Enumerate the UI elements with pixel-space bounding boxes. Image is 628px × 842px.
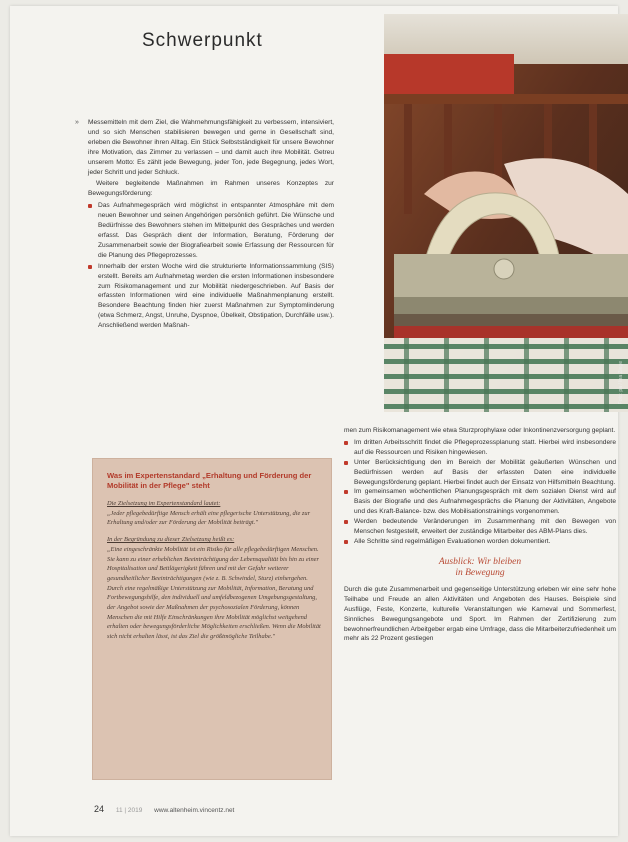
section-title: Schwerpunkt <box>142 30 263 51</box>
box-quote-2: „Eine eingeschränkte Mobilität ist ein Risiko für alle pflegebedürftigen Menschen. Sie kann zu einer erheblichen Beeinträchtigung der Lebensqualität bis hin zu einer Hospitalisation und Bettlägerigkeit führen und mit der Gefahr weiterer gesundheitlicher Beeinträchtigungen (wie z. B. Schwindel, Sturz) einhergehen. Durch eine regelmäßige Unterstützung zur Mobilität, Information, Beratung und Fortbewegungshilfe, den individuell und umfeldbezogenen Umgebungsgestaltung, der Angebot sowie der Maßnahmen der psychosozialen Förderung, können Menschen die mit Hilfe Einschränkungen ihre Mobilität möglichst weitgehend erhalten oder bewegungsförderliche Möglichkeiten erschließen. Wenn die Mobilität sich nicht erhalten lässt, ist das Ziel die größtmögliche Teilhabe." <box>107 545 321 641</box>
box-label-1: Die Zielsetzung im Expertenstandard lautet: <box>107 500 221 507</box>
page-footer <box>94 804 234 814</box>
outlook-heading-line2: in Bewegung <box>455 567 505 578</box>
website-link[interactable]: www.altenheim.vincentz.net <box>154 807 235 814</box>
right-intro: men zum Risikomanagement wie etwa Sturzprophylaxe oder Inkontinenzversorgung geplant. <box>344 427 616 434</box>
list-item: Im dritten Arbeitsschritt findet die Pflegeprozessplanung statt. Hierbei wird insbesondere auf die Ressourcen und Risiken hingewiesen. <box>344 438 616 458</box>
list-item: Innerhalb der ersten Woche wird die strukturierte Informationssammlung (SIS) erstellt. Bereits am Aufnahmetag werden die ersten Informationen insbesondere zum Risikomanagement und zur Mobilität niedergeschrieben. Auf Basis der erfassten Informationen wird eine individuelle Maßnahmenplanung erstellt. Besondere Beachtung finden hier zuerst Maßnahmen zur Symptomlinderung (etwa Schmerz, Angst, Unruhe, Dyspnoe, Übelkeit, Obstipation, Durchfälle usw.). Anschließend werden Maßnah- <box>88 262 334 331</box>
measures-intro: Weitere begleitende Maßnahmen im Rahmen unseres Konzeptes zur Bewegungsförderung: <box>88 180 334 198</box>
expert-standard-box <box>92 458 332 780</box>
outlook-heading <box>344 557 616 579</box>
photo-credit: Foto: pa / Ina Ziege <box>618 360 624 404</box>
list-item: Das Aufnahmegespräch wird möglichst in entspannter Atmosphäre mit dem neuen Bewohner und seinen Angehörigen persönlich geführt. Die Wünsche und Bedürfnisse des Bewohners stehen im Mittelpunkt des Gespräches und werden erfasst. Das Gespräch dient der Information, Beratung, Förderung der Zusammenarbeit sowie der Biografiearbeit sowie Erfassung der Ressourcen für die Planung des Pflegeprozesses. <box>88 201 334 260</box>
issue-label: 11 | 2019 <box>115 807 143 814</box>
right-column <box>344 426 616 644</box>
right-bullet-list <box>344 438 616 547</box>
list-item: Im gemeinsamen wöchentlichen Planungsgespräch mit dem sozialen Dienst wird auf Basis der Biografie und des Aufnahmegesprächs die Planung der Aktivitäten, Angebote und des Kraft-Balance- bzw. des Mobilisationstrainings vorgenommen. <box>344 487 616 517</box>
box-title: Was im Expertenstandard „Erhaltung und Förderung der Mobilität in der Pflege" steht <box>107 471 312 490</box>
box-label-2: In der Begründung zu dieser Zielsetzung heißt es: <box>107 536 235 544</box>
continuation-marker-icon: » <box>75 119 79 126</box>
list-item: Unter Berücksichtigung den im Bereich der Mobilität geäußerten Wünschen und Bedürfnissen werden auf Basis der erfassten Daten eine individuelle Bewegungsförderung geplant. Hierbei findet auch der Einsatz von Hilfsmitteln Beachtung. <box>344 458 616 488</box>
knitting-machine-photo <box>384 14 628 412</box>
photo-illustration <box>384 14 628 412</box>
list-item: Werden bedeutende Veränderungen im Zusammenhang mit den Bewegen von Menschen festgestellt, erweitert der zuständige Mitarbeiter des ABM-Plans dies. <box>344 517 616 537</box>
page-number: 24 <box>94 804 105 814</box>
outlook-text: Durch die gute Zusammenarbeit und gegenseitige Unterstützung erleben wir eine sehr hohe Teilhabe und Freude an allen Aktivitäten und Angeboten des Hauses. Beispiele sind Ausflüge, Feste, Konzerte, kulturelle Veranstaltungen wie Karneval und Sommerfest, Sinnliches Bewegungsangebote und Sport. Im Rahmen der Zertifizierung zum bewohnerfreundlichen Arbeitgeber ergab eine Umfrage, dass die Mitarbeiterzufriedenheit um mehr als 22 Prozent gestiegen <box>344 585 616 643</box>
list-item: Alle Schritte sind regelmäßigen Evaluationen worden dokumentiert. <box>344 537 616 547</box>
left-bullet-list <box>88 201 334 331</box>
box-quote-1: „Jeder pflegebedürftige Mensch erhält eine pflegerische Unterstützung, die zur Erhaltung und/oder zur Förderung der Mobilität beiträgt." <box>107 509 311 527</box>
outlook-heading-line1: Ausblick: Wir bleiben <box>438 556 522 567</box>
left-column <box>75 118 335 332</box>
document-page <box>10 6 624 836</box>
left-intro: Messemitteln mit dem Ziel, die Wahrnehmungsfähigkeit zu verbessern, intensiviert, und so sich Menschen stabilisieren bewegen und gerne in Gesellschaft sind, erleben die Bewohner ihren Alltag. Ein Stück Selbstständigkeit für unsere Bewohner ihre Motivation, das Zimmer zu verlassen – und damit auch ihre Mobilität. Getreu unserem Motto: Es zählt jede Bewegung, jeder Ton, jede Begegnung, jedes Wort, jeder Schritt und jeder Schluck. <box>88 119 334 176</box>
